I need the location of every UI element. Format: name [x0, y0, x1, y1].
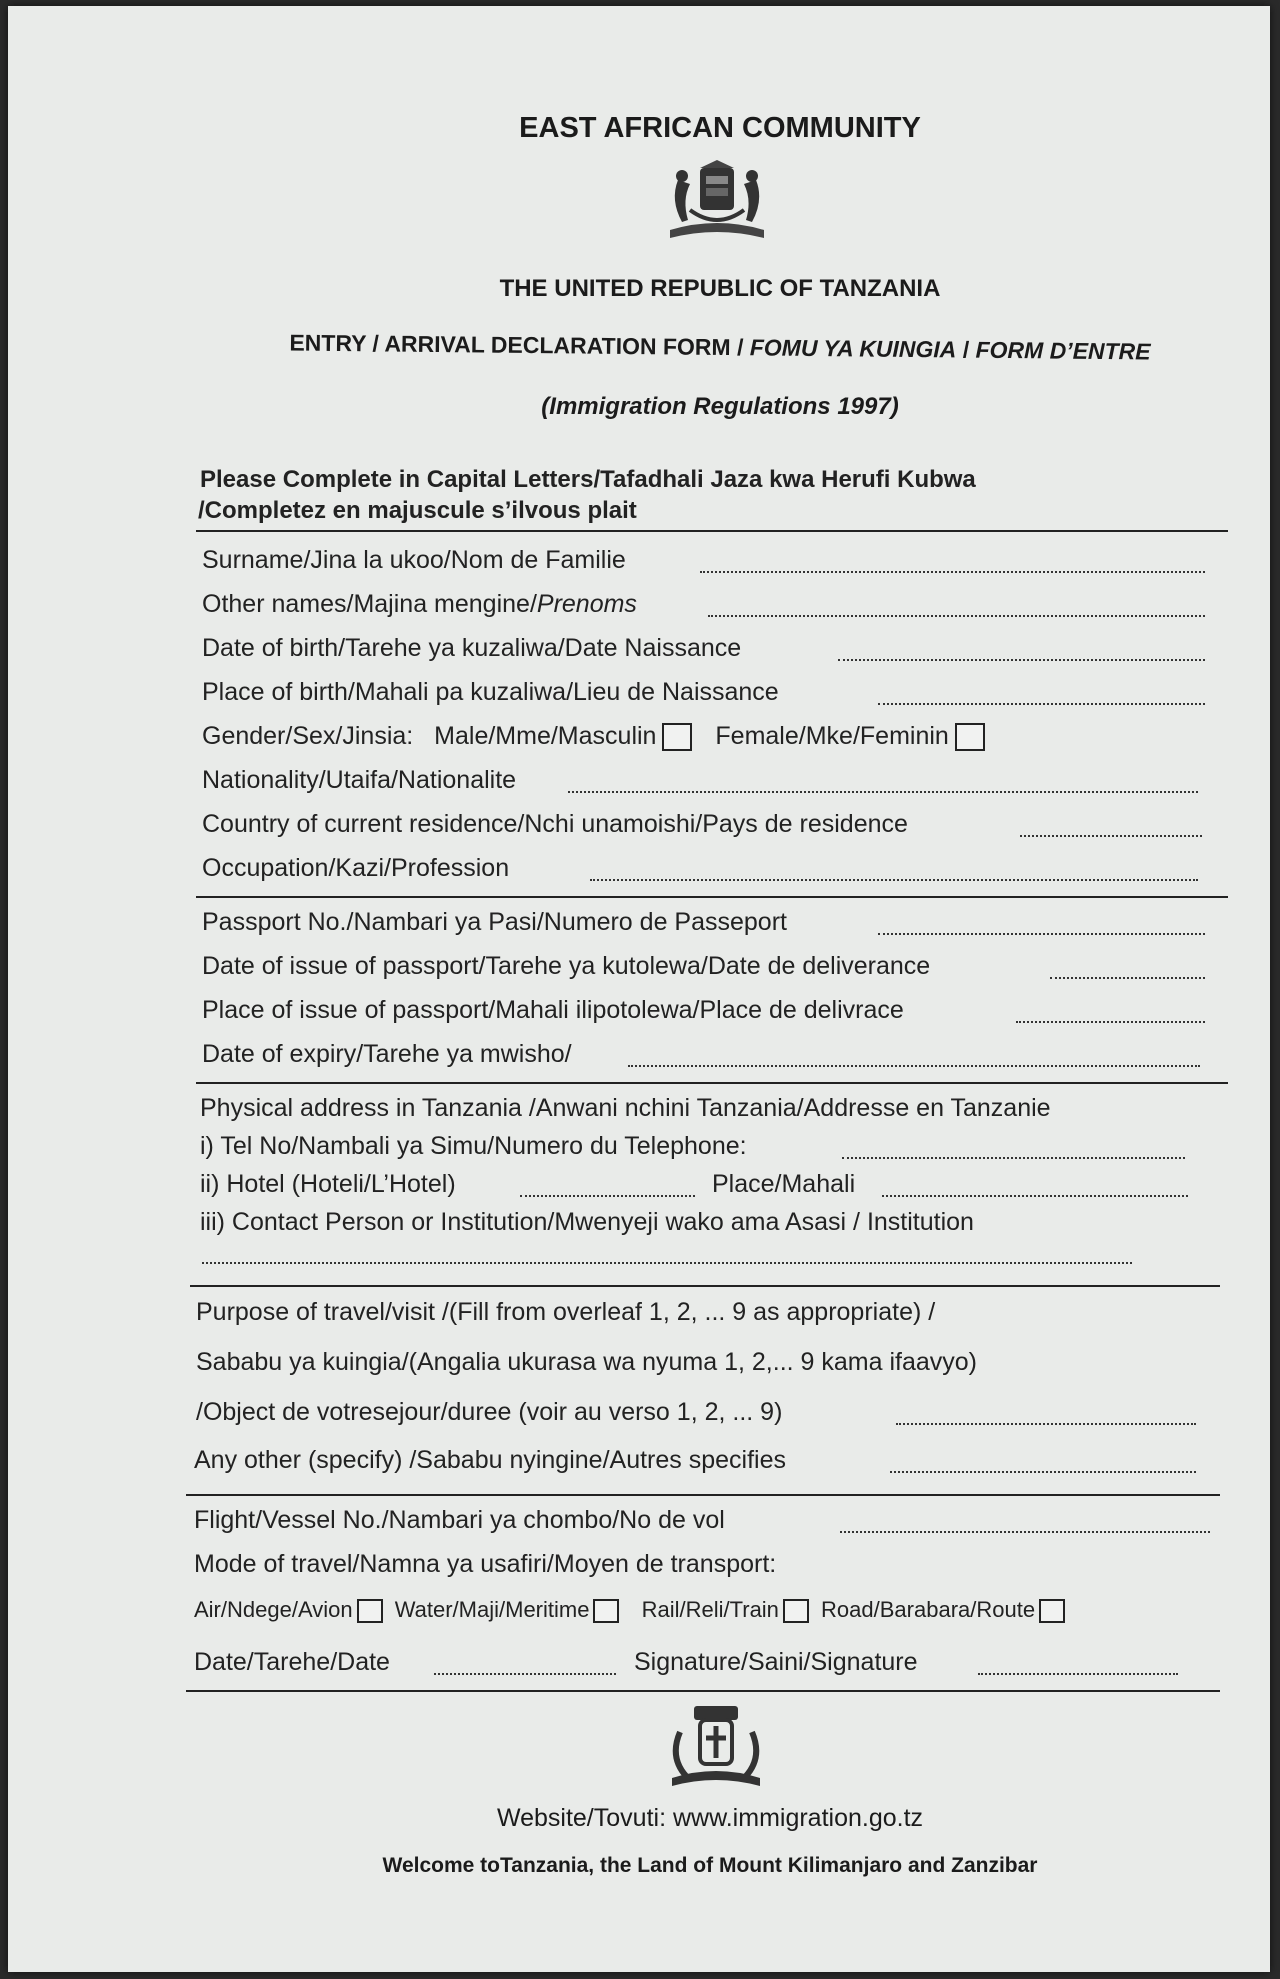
other-names-field[interactable] [708, 615, 1205, 617]
purpose-line-2: Sababu ya kuingia/(Angalia ukurasa wa nyuma 1, 2,... 9 kama ifaavyo) [196, 1348, 977, 1376]
immigration-crest-icon [660, 1702, 772, 1794]
rail-checkbox[interactable] [783, 1599, 809, 1623]
other-names-label: Other names/Majina mengine/Prenoms [202, 590, 637, 618]
tel-label: i) Tel No/Nambali ya Simu/Numero du Telephone: [200, 1132, 747, 1160]
section-divider [196, 530, 1228, 532]
date-label: Date/Tarehe/Date [194, 1648, 390, 1676]
tel-field[interactable] [842, 1157, 1185, 1159]
section-divider [196, 896, 1228, 898]
male-checkbox[interactable] [662, 723, 692, 751]
section-divider [186, 1494, 1220, 1496]
residence-field[interactable] [1020, 835, 1202, 837]
website-line: Website/Tovuti: www.immigration.go.tz [496, 1804, 924, 1832]
hotel-field[interactable] [520, 1195, 695, 1197]
female-checkbox[interactable] [955, 723, 985, 751]
signature-label: Signature/Saini/Signature [634, 1648, 918, 1676]
nationality-field[interactable] [568, 791, 1198, 793]
form-title: ENTRY / ARRIVAL DECLARATION FORM / FOMU YA KUINGIA / FORM D’ENTRE [289, 329, 1151, 365]
section-divider [196, 1082, 1228, 1084]
purpose-line-3: /Object de votresejour/duree (voir au verso 1, 2, ... 9) [196, 1398, 783, 1426]
dob-field[interactable] [838, 659, 1205, 661]
contact-label: iii) Contact Person or Institution/Mwenyeji wako ama Asasi / Institution [200, 1208, 974, 1236]
air-checkbox[interactable] [357, 1599, 383, 1623]
country-title: THE UNITED REPUBLIC OF TANZANIA [499, 275, 941, 302]
residence-label: Country of current residence/Nchi unamoishi/Pays de residence [202, 810, 908, 838]
mode-options-row: Air/Ndege/Avion Water/Maji/Meritime Rail/Reli/Train Road/Barabara/Route [194, 1597, 1071, 1623]
expiry-field[interactable] [628, 1065, 1200, 1067]
occupation-label: Occupation/Kazi/Profession [202, 854, 510, 882]
other-purpose-label: Any other (specify) /Sababu nyingine/Autres specifies [194, 1446, 786, 1474]
surname-label: Surname/Jina la ukoo/Nom de Familie [202, 546, 626, 574]
date-field[interactable] [434, 1673, 616, 1675]
gender-row: Gender/Sex/Jinsia: Male/Mme/Masculin Female/Mke/Feminin [202, 722, 993, 751]
pob-label: Place of birth/Mahali pa kuzaliwa/Lieu de Naissance [202, 678, 779, 706]
mode-label: Mode of travel/Namna ya usafiri/Moyen de transport: [194, 1550, 777, 1578]
signature-field[interactable] [978, 1673, 1178, 1675]
expiry-label: Date of expiry/Tarehe ya mwisho/ [202, 1040, 572, 1068]
water-checkbox[interactable] [593, 1599, 619, 1623]
issue-date-field[interactable] [1050, 977, 1205, 979]
contact-field[interactable] [202, 1262, 1132, 1264]
address-heading: Physical address in Tanzania /Anwani nchini Tanzania/Addresse en Tanzanie [200, 1094, 1051, 1122]
instruction-line-1: Please Complete in Capital Letters/Tafadhali Jaza kwa Herufi Kubwa [200, 466, 976, 493]
surname-field[interactable] [700, 571, 1205, 573]
road-checkbox[interactable] [1039, 1599, 1065, 1623]
nationality-label: Nationality/Utaifa/Nationalite [202, 766, 517, 794]
place-field[interactable] [882, 1195, 1188, 1197]
flight-label: Flight/Vessel No./Nambari ya chombo/No de vol [194, 1506, 725, 1534]
issue-place-field[interactable] [1016, 1021, 1205, 1023]
section-divider [190, 1285, 1220, 1287]
passport-number-label: Passport No./Nambari ya Pasi/Numero de Passeport [202, 908, 787, 936]
issue-date-label: Date of issue of passport/Tarehe ya kutolewa/Date de deliverance [202, 952, 931, 980]
flight-field[interactable] [840, 1531, 1210, 1533]
section-divider [186, 1690, 1220, 1692]
community-title: EAST AFRICAN COMMUNITY [519, 112, 921, 144]
instruction-line-2: /Completez en majuscule s’ilvous plait [198, 497, 637, 524]
dob-label: Date of birth/Tarehe ya kuzaliwa/Date Naissance [202, 634, 742, 662]
coat-of-arms-icon [660, 160, 774, 250]
occupation-field[interactable] [590, 879, 1198, 881]
purpose-line-1: Purpose of travel/visit /(Fill from overleaf 1, 2, ... 9 as appropriate) / [196, 1298, 936, 1326]
pob-field[interactable] [878, 703, 1205, 705]
other-purpose-field[interactable] [890, 1471, 1196, 1473]
welcome-line: Welcome toTanzania, the Land of Mount Kilimanjaro and Zanzibar [382, 1854, 1038, 1877]
place-label: Place/Mahali [712, 1170, 856, 1198]
passport-number-field[interactable] [878, 933, 1205, 935]
issue-place-label: Place of issue of passport/Mahali ilipotolewa/Place de delivrace [202, 996, 904, 1024]
hotel-label: ii) Hotel (Hoteli/L’Hotel) [200, 1170, 456, 1198]
regulations-subtitle: (Immigration Regulations 1997) [541, 393, 899, 420]
purpose-field[interactable] [896, 1423, 1196, 1425]
